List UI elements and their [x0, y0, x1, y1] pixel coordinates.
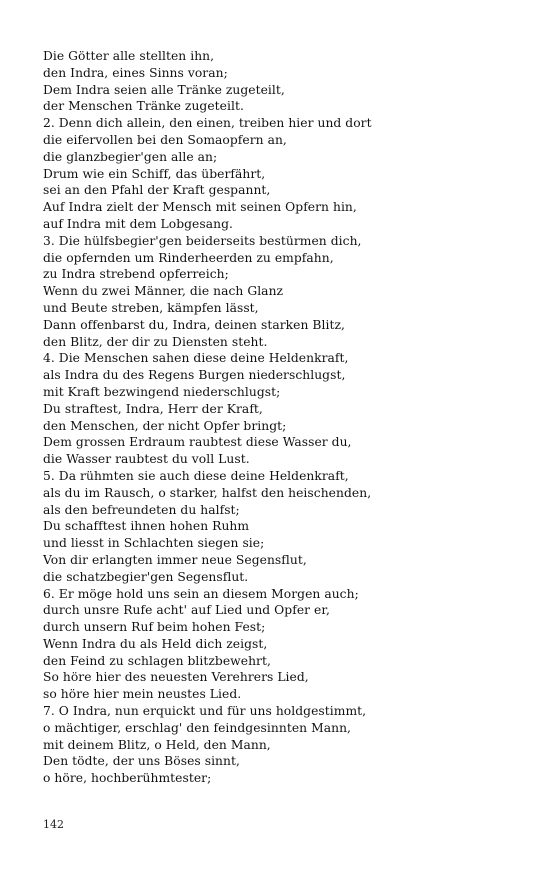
- verse-line: die eifervollen bei den Somaopfern an,: [43, 132, 287, 147]
- verse-line: den Menschen, der nicht Opfer bringt;: [43, 418, 287, 433]
- verse-line: Dem Indra seien alle Tränke zugeteilt,: [43, 82, 285, 97]
- verse-line: 6. Er möge hold uns sein an diesem Morgen auch;: [43, 586, 359, 601]
- verse-line: 7. O Indra, nun erquickt und für uns holdgestimmt,: [43, 704, 367, 719]
- verse-line: Du schafftest ihnen hohen Ruhm: [43, 519, 250, 534]
- verse-line: Dem grossen Erdraum raubtest diese Wasser du,: [43, 435, 352, 450]
- verse-line: Von dir erlangten immer neue Segensflut,: [43, 552, 307, 567]
- verse-line: 4. Die Menschen sahen diese deine Heldenkraft,: [43, 351, 349, 366]
- verse-line: die glanzbegier'gen alle an;: [43, 149, 218, 164]
- verse-line: mit deinem Blitz, o Held, den Mann,: [43, 737, 271, 752]
- verse-line: und liesst in Schlachten siegen sie;: [43, 536, 265, 551]
- verse-line: als du im Rausch, o starker, halfst den heischenden,: [43, 485, 372, 500]
- verse-text: [43, 48, 523, 787]
- verse-line: Auf Indra zielt der Mensch mit seinen Opfern hin,: [43, 200, 357, 215]
- verse-line: als den befreundeten du halfst;: [43, 502, 240, 517]
- verse-line: 2. Denn dich allein, den einen, treiben hier und dort: [43, 116, 372, 131]
- verse-line: Du straftest, Indra, Herr der Kraft,: [43, 401, 263, 416]
- verse-line: zu Indra strebend opferreich;: [43, 267, 229, 282]
- verse-line: der Menschen Tränke zugeteilt.: [43, 99, 244, 114]
- verse-line: o mächtiger, erschlag' den feindgesinnten Mann,: [43, 720, 352, 735]
- verse-line: und Beute streben, kämpfen lässt,: [43, 300, 259, 315]
- verse-line: sei an den Pfahl der Kraft gespannt,: [43, 183, 271, 198]
- verse-line: Wenn Indra du als Held dich zeigst,: [43, 636, 268, 651]
- verse-line: Dann offenbarst du, Indra, deinen starken Blitz,: [43, 317, 345, 332]
- verse-line: Die Götter alle stellten ihn,: [43, 49, 215, 63]
- verse-line: den Indra, eines Sinns voran;: [43, 65, 228, 80]
- verse-line: die Wasser raubtest du voll Lust.: [43, 452, 250, 467]
- verse-line: die schatzbegier'gen Segensflut.: [43, 569, 249, 584]
- verse-line: Wenn du zwei Männer, die nach Glanz: [43, 284, 284, 299]
- verse-line: so höre hier mein neustes Lied.: [43, 687, 242, 702]
- verse-line: den Feind zu schlagen blitzbewehrt,: [43, 653, 271, 668]
- verse-line: als Indra du des Regens Burgen niederschlugst,: [43, 368, 346, 383]
- verse-line: Drum wie ein Schiff, das überfährt,: [43, 166, 266, 181]
- page-number: 142: [43, 818, 64, 831]
- verse-line: die opfernden um Rinderheerden zu empfahn,: [43, 250, 334, 265]
- verse-line: o höre, hochberühmtester;: [43, 771, 212, 786]
- verse-line: auf Indra mit dem Lobgesang.: [43, 216, 233, 231]
- verse-line: So höre hier des neuesten Verehrers Lied,: [43, 670, 309, 685]
- verse-line: 5. Da rühmten sie auch diese deine Heldenkraft,: [43, 468, 349, 483]
- verse-line: Den tödte, der uns Böses sinnt,: [43, 754, 240, 769]
- verse-line: mit Kraft bezwingend niederschlugst;: [43, 384, 281, 399]
- verse-line: durch unsern Ruf beim hohen Fest;: [43, 620, 266, 635]
- verse-line: 3. Die hülfsbegier'gen beiderseits bestürmen dich,: [43, 233, 362, 248]
- verse-line: durch unsre Rufe acht' auf Lied und Opfer er,: [43, 603, 330, 618]
- verse-line: den Blitz, der dir zu Diensten steht.: [43, 334, 268, 349]
